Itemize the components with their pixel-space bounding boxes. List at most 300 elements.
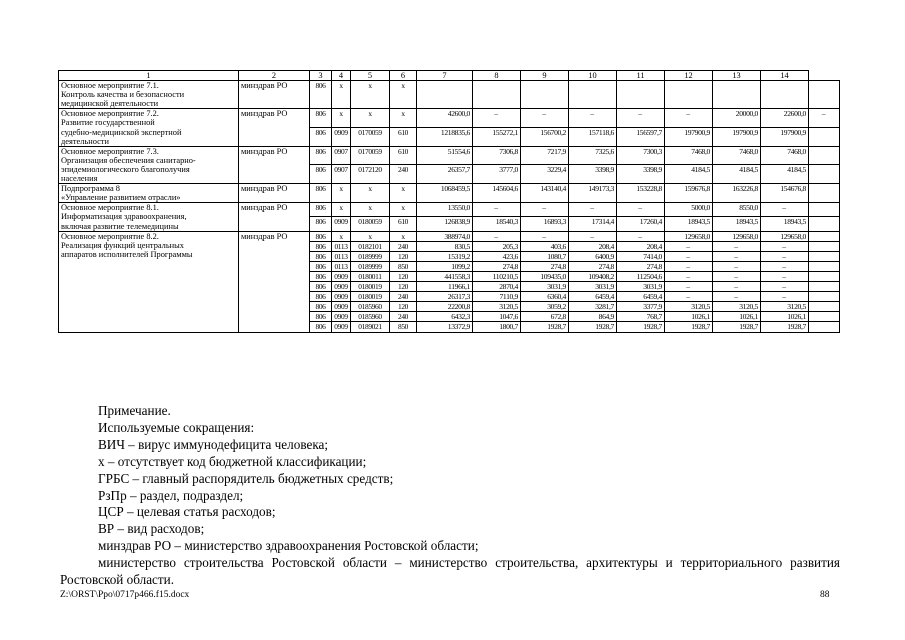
- amount-cell: –: [713, 271, 761, 281]
- note-line: ВР – вид расходов;: [98, 521, 205, 537]
- amount-cell: 143140,4: [521, 184, 569, 203]
- amount-cell: 109408,2: [569, 271, 617, 281]
- amount-cell: [809, 203, 840, 217]
- program-name-line: Основное мероприятие 7.2.: [61, 109, 159, 119]
- program-name-line: Информатизация здравоохранения,: [61, 212, 187, 222]
- program-name-line: Основное мероприятие 7.1.: [61, 81, 159, 91]
- grbs-cell: 806: [310, 271, 332, 281]
- executor-cell: минздрав РО: [239, 184, 310, 203]
- vr-cell: 610: [390, 217, 417, 231]
- csr-cell: 0185960: [351, 302, 390, 312]
- amount-cell: –: [713, 292, 761, 302]
- csr-cell: 0182101: [351, 241, 390, 251]
- amount-cell: –: [761, 261, 809, 271]
- amount-cell: 129658,0: [761, 231, 809, 241]
- rzpr-cell: х: [332, 184, 351, 203]
- vr-cell: 240: [390, 292, 417, 302]
- amount-cell: 3031,9: [617, 282, 665, 292]
- amount-cell: 274,8: [617, 261, 665, 271]
- footer-file-path: Z:\ORST\Ppo\0717p466.f15.docx: [60, 590, 190, 600]
- note-abbreviations-heading: Используемые сокращения:: [98, 419, 255, 435]
- amount-cell: [809, 165, 840, 184]
- amount-cell: –: [761, 282, 809, 292]
- csr-cell: 0189021: [351, 322, 390, 332]
- amount-cell: [809, 322, 840, 332]
- amount-cell: 155272,1: [473, 128, 521, 147]
- amount-cell: –: [713, 251, 761, 261]
- rzpr-cell: 0909: [332, 217, 351, 231]
- program-name-line: Основное мероприятие 8.2.: [61, 231, 159, 241]
- csr-cell: 0180011: [351, 271, 390, 281]
- amount-cell: 3031,9: [521, 282, 569, 292]
- amount-cell: 1068459,5: [417, 184, 473, 203]
- amount-cell: 7414,0: [617, 251, 665, 261]
- note-line: ВИЧ – вирус иммунодефицита человека;: [98, 436, 329, 452]
- program-name-line: Основное мероприятие 7.3.: [61, 146, 159, 156]
- program-name-line: аппаратов исполнителей Программы: [61, 249, 193, 259]
- amount-cell: [665, 81, 713, 109]
- vr-cell: 240: [390, 241, 417, 251]
- note-line: ГРБС – главный распорядитель бюджетных средств;: [98, 470, 394, 486]
- amount-cell: 18943,5: [761, 217, 809, 231]
- amount-cell: 13372,9: [417, 322, 473, 332]
- grbs-cell: 806: [310, 203, 332, 217]
- amount-cell: 149173,3: [569, 184, 617, 203]
- amount-cell: [809, 251, 840, 261]
- amount-cell: 26317,3: [417, 292, 473, 302]
- amount-cell: 163226,8: [713, 184, 761, 203]
- rzpr-cell: 0909: [332, 312, 351, 322]
- program-name-line: Развитие государственной: [61, 118, 155, 128]
- amount-cell: –: [617, 203, 665, 217]
- rzpr-cell: 0909: [332, 292, 351, 302]
- amount-cell: 1026,1: [713, 312, 761, 322]
- amount-cell: –: [665, 282, 713, 292]
- note-line: ЦСР – целевая статья расходов;: [98, 504, 276, 520]
- note-line: РзПр – раздел, подраздел;: [98, 487, 244, 503]
- amount-cell: 1928,7: [521, 322, 569, 332]
- amount-cell: 6459,4: [569, 292, 617, 302]
- amount-cell: 388974,0: [417, 231, 473, 241]
- amount-cell: 153228,8: [617, 184, 665, 203]
- amount-cell: 1800,7: [473, 322, 521, 332]
- grbs-cell: 806: [310, 184, 332, 203]
- amount-cell: 15319,2: [417, 251, 473, 261]
- amount-cell: 17260,4: [617, 217, 665, 231]
- amount-cell: 42600,0: [417, 109, 473, 128]
- amount-cell: 4184,5: [761, 165, 809, 184]
- amount-cell: 20000,0: [713, 109, 761, 128]
- amount-cell: –: [665, 292, 713, 302]
- amount-cell: 18943,5: [665, 217, 713, 231]
- header-cell: 13: [713, 71, 761, 81]
- amount-cell: [809, 302, 840, 312]
- rzpr-cell: 0909: [332, 271, 351, 281]
- amount-cell: 109435,0: [521, 271, 569, 281]
- header-cell: 1: [59, 71, 239, 81]
- amount-cell: [417, 81, 473, 109]
- amount-cell: –: [569, 231, 617, 241]
- amount-cell: [809, 292, 840, 302]
- amount-cell: 1928,7: [617, 322, 665, 332]
- amount-cell: 126838,9: [417, 217, 473, 231]
- csr-cell: 0189999: [351, 261, 390, 271]
- amount-cell: –: [761, 203, 809, 217]
- amount-cell: [473, 81, 521, 109]
- amount-cell: [809, 231, 840, 241]
- amount-cell: 6432,3: [417, 312, 473, 322]
- amount-cell: 154676,8: [761, 184, 809, 203]
- program-name-line: «Управление развитием отрасли»: [61, 193, 181, 203]
- amount-cell: 274,8: [521, 261, 569, 271]
- amount-cell: 3777,0: [473, 165, 521, 184]
- grbs-cell: 806: [310, 217, 332, 231]
- amount-cell: [617, 81, 665, 109]
- amount-cell: [809, 261, 840, 271]
- program-name-cell: [59, 146, 239, 183]
- header-cell: 8: [473, 71, 521, 81]
- rzpr-cell: 0113: [332, 261, 351, 271]
- amount-cell: 3120,5: [473, 302, 521, 312]
- amount-cell: 1026,1: [665, 312, 713, 322]
- grbs-cell: 806: [310, 251, 332, 261]
- csr-cell: х: [351, 81, 390, 109]
- vr-cell: х: [390, 231, 417, 241]
- executor-cell: минздрав РО: [239, 231, 310, 332]
- amount-cell: 1928,7: [569, 322, 617, 332]
- grbs-cell: 806: [310, 292, 332, 302]
- amount-cell: 3031,9: [569, 282, 617, 292]
- amount-cell: 274,8: [569, 261, 617, 271]
- vr-cell: 120: [390, 251, 417, 261]
- amount-cell: 441558,3: [417, 271, 473, 281]
- rzpr-cell: 0113: [332, 241, 351, 251]
- amount-cell: –: [713, 282, 761, 292]
- program-name-cell: [59, 184, 239, 203]
- amount-cell: –: [761, 251, 809, 261]
- header-cell: 3: [310, 71, 332, 81]
- amount-cell: 22600,0: [761, 109, 809, 128]
- amount-cell: –: [521, 231, 569, 241]
- amount-cell: –: [665, 109, 713, 128]
- csr-cell: 0180019: [351, 292, 390, 302]
- notes-section: [60, 403, 840, 589]
- executor-cell: минздрав РО: [239, 109, 310, 146]
- vr-cell: х: [390, 81, 417, 109]
- csr-cell: 0172120: [351, 165, 390, 184]
- csr-cell: 0170059: [351, 146, 390, 165]
- csr-cell: 0180059: [351, 217, 390, 231]
- vr-cell: 850: [390, 322, 417, 332]
- amount-cell: –: [713, 261, 761, 271]
- program-name-line: Подпрограмма 8: [61, 184, 120, 194]
- grbs-cell: 806: [310, 128, 332, 147]
- note-line: министерство строительства Ростовской области – министерство строительства, архитектуры и территориального развития Ростовской области.: [60, 555, 840, 588]
- executor-cell: минздрав РО: [239, 81, 310, 109]
- amount-cell: –: [521, 109, 569, 128]
- amount-cell: 197900,9: [713, 128, 761, 147]
- header-cell: 11: [617, 71, 665, 81]
- amount-cell: 112504,6: [617, 271, 665, 281]
- csr-cell: х: [351, 109, 390, 128]
- note-title: Примечание.: [98, 403, 171, 418]
- amount-cell: 8550,0: [713, 203, 761, 217]
- amount-cell: 4184,5: [713, 165, 761, 184]
- amount-cell: –: [473, 109, 521, 128]
- rzpr-cell: х: [332, 203, 351, 217]
- amount-cell: 3229,4: [521, 165, 569, 184]
- amount-cell: [521, 81, 569, 109]
- amount-cell: 129658,0: [665, 231, 713, 241]
- grbs-cell: 806: [310, 109, 332, 128]
- rzpr-cell: 0909: [332, 282, 351, 292]
- amount-cell: 7468,0: [665, 146, 713, 165]
- amount-cell: –: [713, 241, 761, 251]
- amount-cell: 3281,7: [569, 302, 617, 312]
- program-name-line: судебно-медицинской экспертной: [61, 127, 182, 137]
- header-cell: 7: [417, 71, 473, 81]
- amount-cell: 1047,6: [473, 312, 521, 322]
- amount-cell: 423,6: [473, 251, 521, 261]
- amount-cell: 205,3: [473, 241, 521, 251]
- amount-cell: 7217,9: [521, 146, 569, 165]
- amount-cell: 159676,8: [665, 184, 713, 203]
- grbs-cell: 806: [310, 312, 332, 322]
- rzpr-cell: 0909: [332, 322, 351, 332]
- amount-cell: 22200,8: [417, 302, 473, 312]
- budget-table: [58, 70, 840, 333]
- amount-cell: [761, 81, 809, 109]
- rzpr-cell: 0907: [332, 165, 351, 184]
- amount-cell: 672,8: [521, 312, 569, 322]
- amount-cell: –: [665, 241, 713, 251]
- program-name-line: Организация обеспечения санитарно-: [61, 155, 196, 165]
- rzpr-cell: х: [332, 231, 351, 241]
- amount-cell: –: [761, 271, 809, 281]
- table-row: [59, 184, 840, 203]
- amount-cell: 1218835,6: [417, 128, 473, 147]
- amount-cell: [809, 217, 840, 231]
- csr-cell: 0189999: [351, 251, 390, 261]
- table-row: [59, 81, 840, 109]
- csr-cell: 0185960: [351, 312, 390, 322]
- header-cell: 2: [239, 71, 310, 81]
- amount-cell: 157118,6: [569, 128, 617, 147]
- grbs-cell: 806: [310, 322, 332, 332]
- amount-cell: –: [761, 292, 809, 302]
- amount-cell: [809, 81, 840, 109]
- amount-cell: –: [809, 109, 840, 128]
- amount-cell: 18540,3: [473, 217, 521, 231]
- header-cell: 5: [351, 71, 390, 81]
- vr-cell: х: [390, 109, 417, 128]
- vr-cell: 610: [390, 128, 417, 147]
- amount-cell: 7468,0: [713, 146, 761, 165]
- amount-cell: [809, 282, 840, 292]
- amount-cell: [809, 128, 840, 147]
- vr-cell: 120: [390, 271, 417, 281]
- amount-cell: 1928,7: [665, 322, 713, 332]
- table-row: [59, 109, 840, 128]
- amount-cell: 864,9: [569, 312, 617, 322]
- amount-cell: 7306,8: [473, 146, 521, 165]
- amount-cell: 7468,0: [761, 146, 809, 165]
- amount-cell: –: [617, 109, 665, 128]
- grbs-cell: 806: [310, 261, 332, 271]
- amount-cell: 3120,5: [761, 302, 809, 312]
- note-line: х – отсутствует код бюджетной классификации;: [98, 453, 367, 469]
- amount-cell: 110210,5: [473, 271, 521, 281]
- table-header-row: [59, 71, 840, 81]
- amount-cell: 1928,7: [761, 322, 809, 332]
- vr-cell: 610: [390, 146, 417, 165]
- vr-cell: 120: [390, 302, 417, 312]
- program-name-line: Основное мероприятие 8.1.: [61, 203, 159, 213]
- amount-cell: –: [665, 271, 713, 281]
- program-name-line: деятельности: [61, 136, 109, 146]
- amount-cell: 3398,9: [617, 165, 665, 184]
- grbs-cell: 806: [310, 165, 332, 184]
- executor-cell: минздрав РО: [239, 203, 310, 231]
- table-row: [59, 203, 840, 217]
- program-name-line: Контроль качества и безопасности: [61, 90, 185, 100]
- csr-cell: 0170059: [351, 128, 390, 147]
- amount-cell: 6360,4: [521, 292, 569, 302]
- amount-cell: –: [665, 261, 713, 271]
- grbs-cell: 806: [310, 282, 332, 292]
- csr-cell: х: [351, 231, 390, 241]
- amount-cell: [569, 81, 617, 109]
- amount-cell: 6400,9: [569, 251, 617, 261]
- header-cell: 4: [332, 71, 351, 81]
- amount-cell: 18943,5: [713, 217, 761, 231]
- program-name-line: населения: [61, 174, 98, 184]
- amount-cell: 197900,9: [761, 128, 809, 147]
- amount-cell: 51554,6: [417, 146, 473, 165]
- amount-cell: –: [569, 203, 617, 217]
- amount-cell: 7300,3: [617, 146, 665, 165]
- amount-cell: –: [665, 251, 713, 261]
- grbs-cell: 806: [310, 81, 332, 109]
- amount-cell: 13550,0: [417, 203, 473, 217]
- amount-cell: 16893,3: [521, 217, 569, 231]
- rzpr-cell: х: [332, 81, 351, 109]
- amount-cell: 3120,5: [713, 302, 761, 312]
- vr-cell: 850: [390, 261, 417, 271]
- amount-cell: [809, 146, 840, 165]
- grbs-cell: 806: [310, 302, 332, 312]
- amount-cell: 7110,9: [473, 292, 521, 302]
- amount-cell: 274,8: [473, 261, 521, 271]
- amount-cell: 3377,9: [617, 302, 665, 312]
- amount-cell: 11966,1: [417, 282, 473, 292]
- header-cell: 9: [521, 71, 569, 81]
- amount-cell: 1080,7: [521, 251, 569, 261]
- table-body: [59, 71, 840, 333]
- program-name-cell: [59, 109, 239, 146]
- amount-cell: [809, 241, 840, 251]
- amount-cell: 830,5: [417, 241, 473, 251]
- amount-cell: 156700,2: [521, 128, 569, 147]
- amount-cell: 1026,1: [761, 312, 809, 322]
- amount-cell: 208,4: [617, 241, 665, 251]
- rzpr-cell: 0113: [332, 251, 351, 261]
- csr-cell: 0180019: [351, 282, 390, 292]
- program-name-line: включая развитие телемедицины: [61, 221, 179, 231]
- table-row: [59, 231, 840, 241]
- vr-cell: 240: [390, 165, 417, 184]
- amount-cell: [809, 184, 840, 203]
- amount-cell: 5000,0: [665, 203, 713, 217]
- grbs-cell: 806: [310, 241, 332, 251]
- rzpr-cell: 0907: [332, 146, 351, 165]
- executor-cell: минздрав РО: [239, 146, 310, 183]
- amount-cell: 768,7: [617, 312, 665, 322]
- amount-cell: [809, 312, 840, 322]
- rzpr-cell: 0909: [332, 302, 351, 312]
- vr-cell: х: [390, 203, 417, 217]
- amount-cell: 7325,6: [569, 146, 617, 165]
- program-name-cell: [59, 231, 239, 332]
- csr-cell: х: [351, 203, 390, 217]
- header-cell: 12: [665, 71, 713, 81]
- amount-cell: 6459,4: [617, 292, 665, 302]
- amount-cell: 17314,4: [569, 217, 617, 231]
- amount-cell: 4184,5: [665, 165, 713, 184]
- program-name-line: Реализация функций центральных: [61, 240, 184, 250]
- amount-cell: –: [521, 203, 569, 217]
- amount-cell: 156597,7: [617, 128, 665, 147]
- header-cell: 6: [390, 71, 417, 81]
- amount-cell: 26357,7: [417, 165, 473, 184]
- amount-cell: –: [617, 231, 665, 241]
- amount-cell: 208,4: [569, 241, 617, 251]
- amount-cell: 3120,5: [665, 302, 713, 312]
- amount-cell: 197900,9: [665, 128, 713, 147]
- amount-cell: [809, 271, 840, 281]
- amount-cell: 129658,0: [713, 231, 761, 241]
- amount-cell: 3059,2: [521, 302, 569, 312]
- rzpr-cell: х: [332, 109, 351, 128]
- program-name-line: медицинской деятельности: [61, 99, 159, 109]
- amount-cell: 145604,6: [473, 184, 521, 203]
- vr-cell: 120: [390, 282, 417, 292]
- header-cell: 10: [569, 71, 617, 81]
- amount-cell: –: [473, 231, 521, 241]
- amount-cell: [713, 81, 761, 109]
- rzpr-cell: 0909: [332, 128, 351, 147]
- table-row: [59, 146, 840, 165]
- program-name-cell: [59, 81, 239, 109]
- grbs-cell: 806: [310, 231, 332, 241]
- csr-cell: х: [351, 184, 390, 203]
- amount-cell: 3398,9: [569, 165, 617, 184]
- amount-cell: –: [473, 203, 521, 217]
- amount-cell: 1928,7: [713, 322, 761, 332]
- amount-cell: –: [569, 109, 617, 128]
- amount-cell: 403,6: [521, 241, 569, 251]
- amount-cell: 1099,2: [417, 261, 473, 271]
- grbs-cell: 806: [310, 146, 332, 165]
- page-number: 88: [820, 590, 830, 600]
- program-name-line: эпидемиологического благополучия: [61, 164, 190, 174]
- amount-cell: 2870,4: [473, 282, 521, 292]
- program-name-cell: [59, 203, 239, 231]
- amount-cell: –: [761, 241, 809, 251]
- header-cell: 14: [761, 71, 809, 81]
- note-line: минздрав РО – министерство здравоохранения Ростовской области;: [98, 538, 479, 554]
- vr-cell: 240: [390, 312, 417, 322]
